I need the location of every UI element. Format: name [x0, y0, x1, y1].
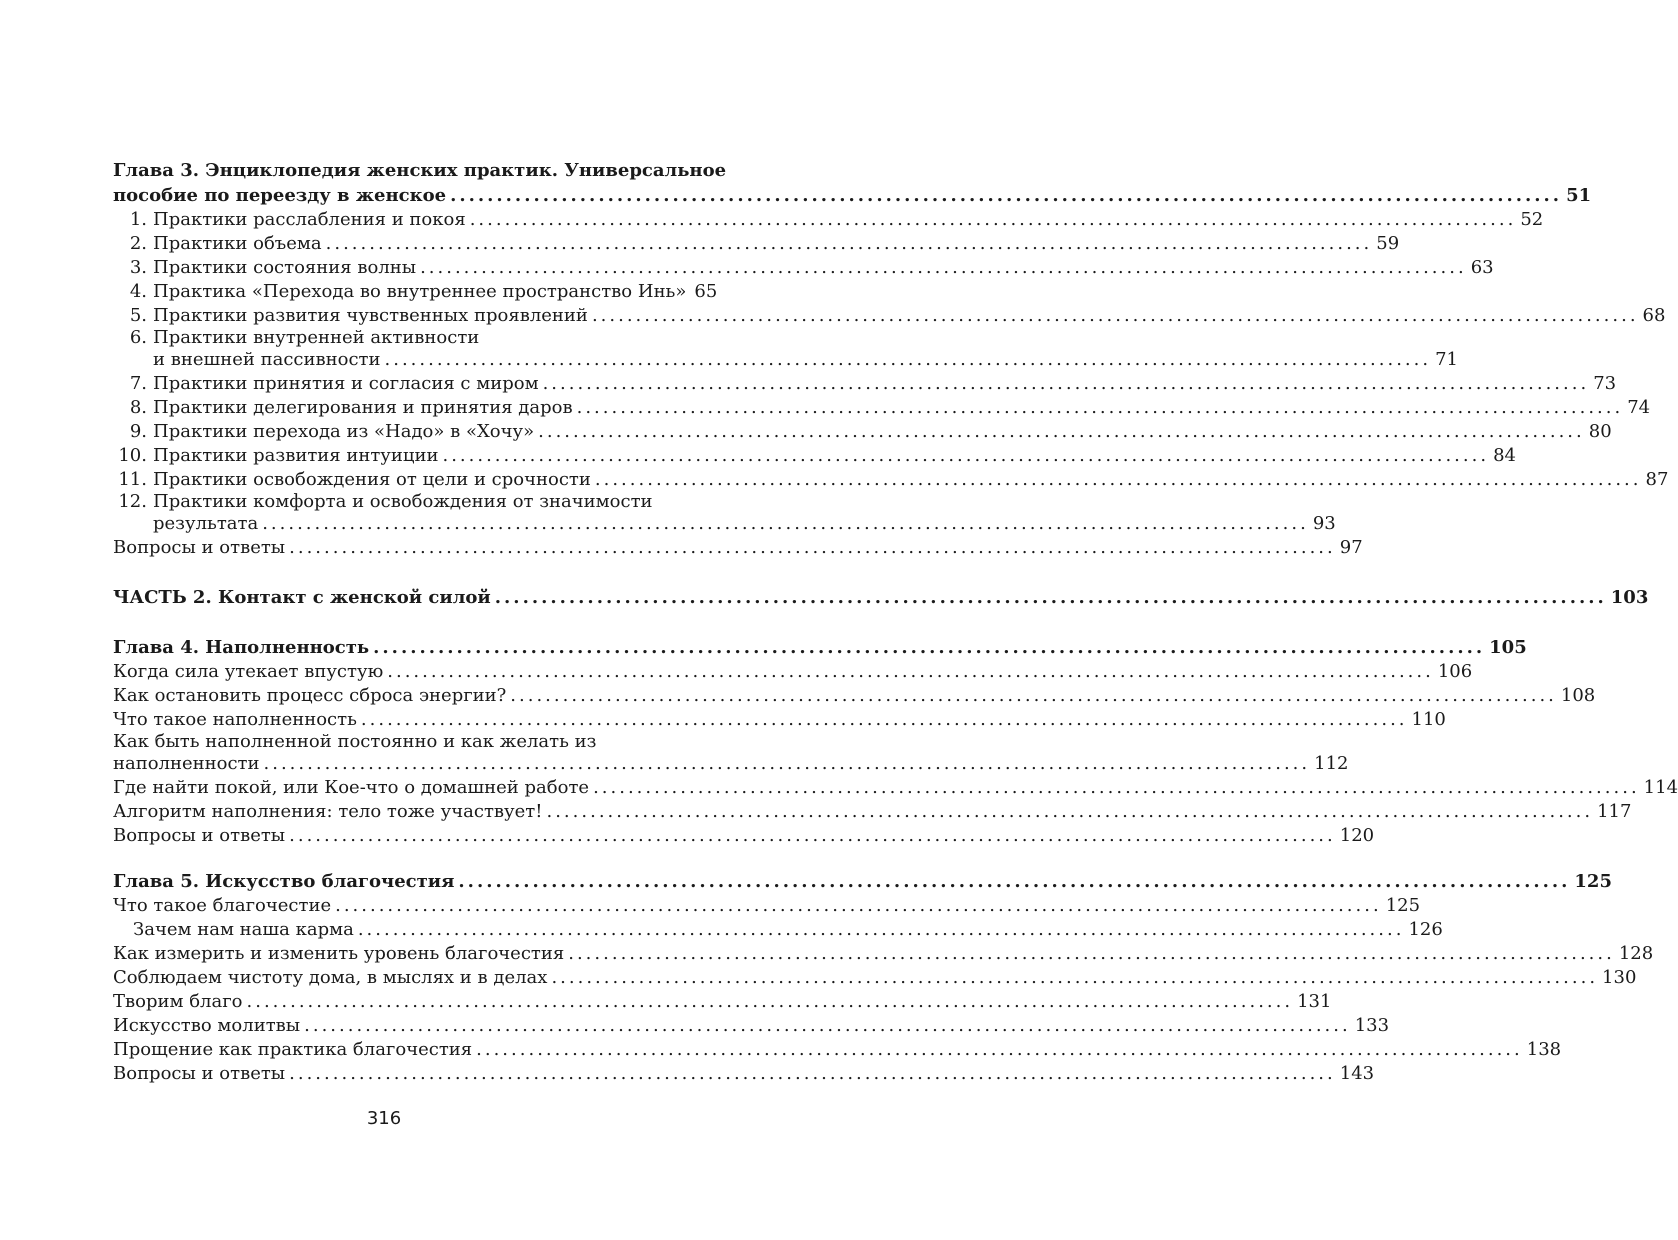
entry-label: Когда сила утекает впустую [113, 661, 384, 682]
entry-label-line1: Как быть наполненной постоянно и как желать из [113, 731, 597, 752]
entry-page: 73 [1593, 373, 1617, 394]
entry-label: Практики объема [153, 233, 322, 254]
dot-leader: ........................................................................................................................ [420, 257, 1467, 278]
entry-page: 63 [1470, 257, 1494, 278]
dot-leader: ........................................................................................................................ [576, 397, 1624, 418]
dot-leader: ........................................................................................................................ [510, 685, 1557, 706]
toc-entry[interactable] [113, 444, 1516, 468]
entry-number: 11. [118, 469, 147, 490]
toc-entry[interactable] [113, 824, 1375, 848]
toc-entry[interactable] [113, 800, 1632, 824]
entry-page: 112 [1314, 753, 1349, 774]
dot-leader: ........................................................................................................................ [335, 895, 1382, 916]
entry-page: 71 [1435, 349, 1459, 370]
dot-leader: ........................................................................................................................ [593, 777, 1640, 798]
chapter-3-page: 51 [1566, 185, 1592, 206]
entry-page: 68 [1642, 305, 1666, 326]
entry-page: 126 [1408, 919, 1443, 940]
dot-leader: ........................................................................................................................ [568, 943, 1615, 964]
toc-entry[interactable] [113, 536, 1363, 560]
toc-entry[interactable] [113, 966, 1637, 990]
entry-label: Практики перехода из «Надо» в «Хочу» [153, 421, 535, 442]
page-number: 316 [366, 1108, 402, 1129]
dot-leader: ........................................................................................................................ [263, 753, 1311, 774]
toc-entry[interactable] [113, 660, 1473, 684]
dot-leader: ........................................................................................................................ [289, 537, 1336, 558]
entry-number: 12. [118, 491, 147, 512]
toc-entry-continuation[interactable] [113, 512, 1336, 536]
toc-entry[interactable] [113, 918, 1443, 942]
entry-number: 3. [129, 257, 147, 278]
dot-leader: ........................................................................................................................ [538, 421, 1585, 442]
dot-leader: ........................................................................................................................ [469, 209, 1517, 230]
entry-number: 8. [129, 397, 147, 418]
entry-page: 65 [694, 281, 718, 302]
entry-page: 128 [1618, 943, 1654, 964]
toc-entry[interactable] [113, 894, 1421, 918]
entry-page: 131 [1297, 991, 1332, 1012]
entry-number: 10. [118, 445, 147, 466]
dot-leader: ........................................................................................................................ [476, 1039, 1523, 1060]
entry-page: 106 [1437, 661, 1473, 682]
entry-page: 74 [1627, 397, 1651, 418]
entry-label: Как остановить процесс сброса энергии? [113, 685, 507, 706]
chapter-4-heading[interactable] [113, 636, 1527, 660]
entry-label: Практики принятия и согласия с миром [153, 373, 539, 394]
toc-entry[interactable] [113, 990, 1332, 1014]
dot-leader: ........................................................................................................................ [289, 1063, 1336, 1084]
chapter-5-page: 125 [1574, 871, 1612, 892]
entry-label: Алгоритм наполнения: тело тоже участвует! [113, 801, 543, 822]
dot-leader: ........................................................................................................................ [304, 1015, 1351, 1036]
toc-entry-continuation[interactable] [113, 752, 1349, 776]
entry-label: Практики состояния волны [153, 257, 417, 278]
entry-label: Соблюдаем чистоту дома, в мыслях и в делах [113, 967, 548, 988]
toc-entry-multiline[interactable] [113, 328, 676, 348]
entry-label: Практики расслабления и покоя [153, 209, 466, 230]
entry-number: 2. [129, 233, 147, 254]
dot-leader: ........................................................................................................................ [357, 919, 1405, 940]
entry-page: 120 [1339, 825, 1375, 846]
table-of-contents [113, 158, 1678, 1086]
dot-leader: ........................................................................................................................ [594, 469, 1642, 490]
entry-page: 97 [1339, 537, 1363, 558]
toc-entry[interactable] [113, 372, 1617, 396]
entry-page: 133 [1354, 1015, 1390, 1036]
toc-entry[interactable] [113, 208, 1544, 232]
toc-entry[interactable] [113, 1014, 1390, 1038]
entry-label: Практики освобождения от цели и срочности [153, 469, 591, 490]
dot-leader: ........................................................................................................................ [551, 967, 1599, 988]
entry-number: 4. [129, 281, 147, 302]
toc-entry[interactable] [113, 420, 1612, 444]
toc-entry[interactable] [113, 1062, 1375, 1086]
entry-label: Где найти покой, или Кое-что о домашней работе [113, 777, 590, 798]
entry-label-line2: и внешней пассивности [153, 349, 381, 370]
chapter-3-heading[interactable] [113, 184, 1592, 208]
toc-entry[interactable] [113, 468, 1669, 492]
chapter-5-heading[interactable] [113, 870, 1612, 894]
entry-page: 87 [1645, 469, 1669, 490]
entry-label: Что такое наполненность [113, 709, 357, 730]
entry-label: Практики развития чувственных проявлений [153, 305, 588, 326]
chapter-3-title-line2: пособие по переезду в женское [113, 185, 447, 206]
entry-number: 5. [129, 305, 147, 326]
entry-label: Практики делегирования и принятия даров [153, 397, 573, 418]
toc-entry[interactable] [113, 256, 1494, 280]
dot-leader: ........................................................................................................................ [591, 305, 1639, 326]
dot-leader: ........................................................................................................................ [373, 637, 1486, 658]
entry-label: Вопросы и ответы [113, 537, 286, 558]
toc-entry[interactable] [113, 1038, 1562, 1062]
entry-page: 125 [1385, 895, 1421, 916]
dot-leader: ........................................................................................................................ [387, 661, 1434, 682]
entry-page: 80 [1588, 421, 1612, 442]
entry-label-line1: Практики внутренней активности [153, 327, 480, 348]
dot-leader: ........................................................................................................................ [384, 349, 1432, 370]
toc-entry-multiline[interactable] [113, 732, 676, 752]
entry-label: Вопросы и ответы [113, 825, 286, 846]
entry-number: 1. [129, 209, 147, 230]
entry-label: Что такое благочестие [113, 895, 332, 916]
toc-entry[interactable] [113, 942, 1654, 966]
entry-number: 6. [129, 327, 147, 348]
part-2-page: 103 [1610, 587, 1649, 608]
chapter-5-title: Глава 5. Искусство благочестия [113, 871, 455, 892]
dot-leader: ........................................................................................................................ [325, 233, 1373, 254]
entry-label: Вопросы и ответы [113, 1063, 286, 1084]
entry-label: Практика «Перехода во внутреннее пространство Инь» [153, 281, 687, 302]
dot-leader: ........................................................................................................................ [494, 587, 1607, 608]
toc-entry-multiline[interactable] [113, 492, 676, 512]
chapter-3-title-line1: Глава 3. Энциклопедия женских практик. Универсальное [113, 160, 727, 181]
toc-entry[interactable] [113, 304, 1666, 328]
entry-label: Как измерить и изменить уровень благочестия [113, 943, 565, 964]
entry-label: Творим благо [113, 991, 243, 1012]
dot-leader: ........................................................................................................................ [458, 871, 1571, 892]
toc-entry[interactable] [113, 776, 1678, 800]
toc-entry[interactable] [113, 396, 1651, 420]
entry-label: Прощение как практика благочестия [113, 1039, 473, 1060]
part-2-heading[interactable] [113, 586, 1649, 610]
chapter-4-title: Глава 4. Наполненность [113, 637, 370, 658]
entry-page: 130 [1602, 967, 1637, 988]
entry-label-line2: наполненности [113, 753, 260, 774]
entry-label-line1: Практики комфорта и освобождения от значимости [153, 491, 653, 512]
entry-label: Искусство молитвы [113, 1015, 301, 1036]
dot-leader: ........................................................................................................................ [289, 825, 1336, 846]
entry-label-line2: результата [153, 513, 259, 534]
dot-leader: ........................................................................................................................ [450, 185, 1563, 206]
entry-page: 138 [1526, 1039, 1562, 1060]
toc-entry[interactable] [113, 232, 1400, 256]
entry-page: 52 [1520, 209, 1544, 230]
entry-page: 84 [1493, 445, 1516, 466]
entry-label: Зачем нам наша карма [133, 919, 354, 940]
entry-page: 59 [1376, 233, 1400, 254]
dot-leader: ........................................................................................................................ [442, 445, 1490, 466]
entry-label: Практики развития интуиции [153, 445, 439, 466]
entry-number: 9. [129, 421, 147, 442]
toc-entry[interactable] [113, 280, 718, 304]
entry-page: 114 [1643, 777, 1678, 798]
chapter-4-page: 105 [1489, 637, 1527, 658]
dot-leader: ........................................................................................................................ [262, 513, 1309, 534]
entry-page: 108 [1560, 685, 1596, 706]
entry-page: 93 [1312, 513, 1336, 534]
part-2-title: ЧАСТЬ 2. Контакт с женской силой [113, 587, 491, 608]
dot-leader: ........................................................................................................................ [546, 801, 1594, 822]
dot-leader: ........................................................................................................................ [246, 991, 1294, 1012]
dot-leader: ........................................................................................................................ [542, 373, 1590, 394]
entry-page: 143 [1339, 1063, 1375, 1084]
entry-page: 110 [1411, 709, 1446, 730]
entry-page: 117 [1597, 801, 1632, 822]
dot-leader: ........................................................................................................................ [360, 709, 1408, 730]
toc-entry[interactable] [113, 684, 1596, 708]
entry-number: 7. [129, 373, 147, 394]
toc-entry-continuation[interactable] [113, 348, 1459, 372]
toc-entry[interactable] [113, 708, 1446, 732]
